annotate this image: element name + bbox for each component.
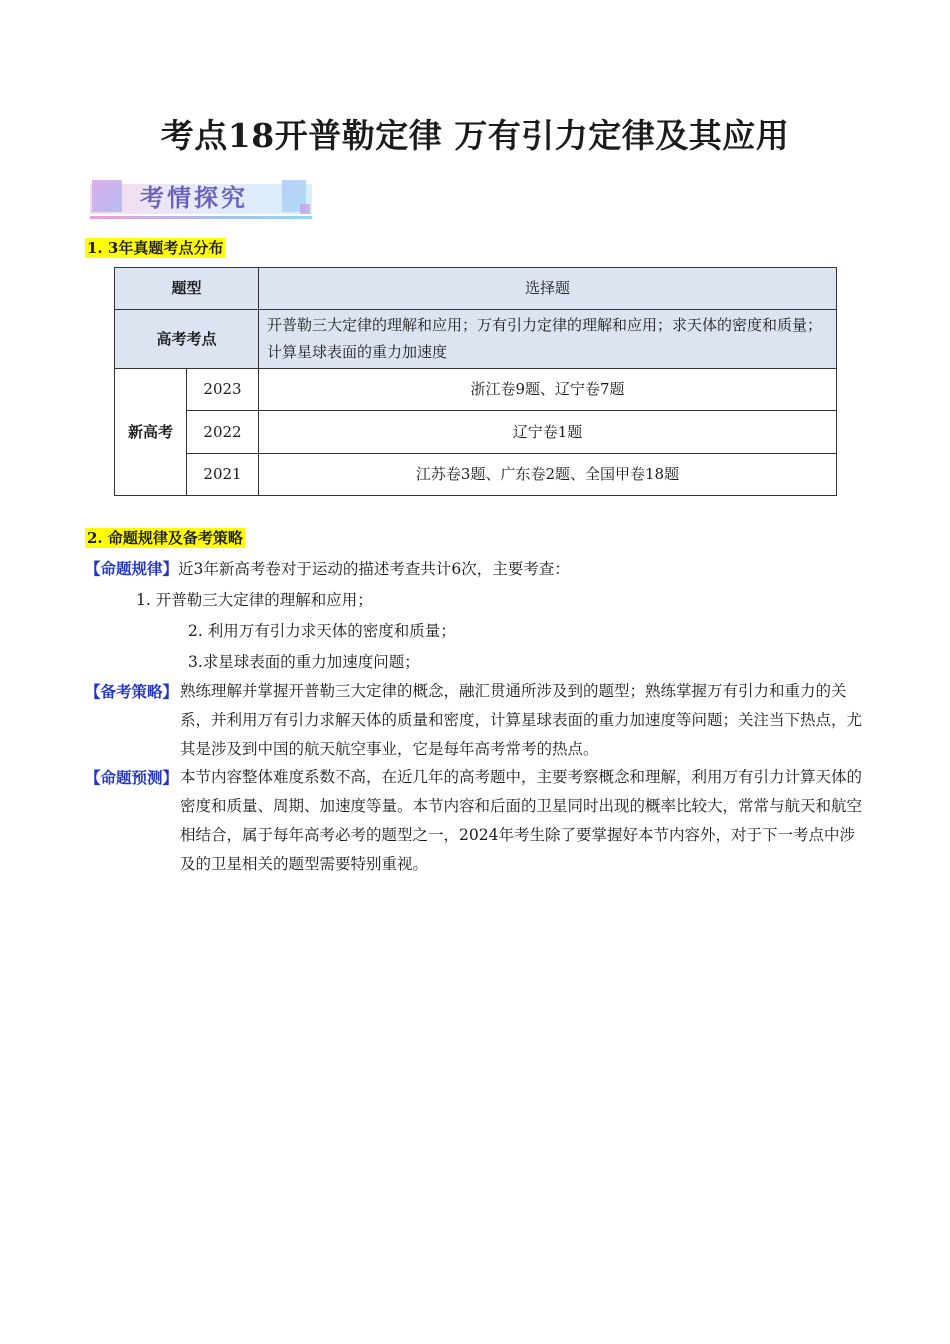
year-cell: 2022: [187, 411, 259, 454]
exam-distribution-table: [114, 267, 837, 496]
type-value-cell: 选择题: [259, 268, 837, 310]
section-banner: [90, 178, 312, 222]
points-header-cell: 高考考点: [115, 310, 259, 369]
rule-text: 近3年新高考卷对于运动的描述考查共计6次，主要考查：: [178, 560, 570, 578]
rule-item: 1. 开普勒三大定律的理解和应用；: [136, 591, 373, 609]
page-title: 考点18开普勒定律 万有引力定律及其应用: [160, 116, 790, 155]
rule-item: 2. 利用万有引力求天体的密度和质量；: [188, 622, 456, 640]
year-cell: 2023: [187, 369, 259, 411]
table-row: [115, 411, 837, 454]
rule-item: 3.求星球表面的重力加速度问题；: [188, 653, 420, 671]
forecast-tag: 【命题预测】: [85, 768, 179, 787]
papers-cell: 江苏卷3题、广东卷2题、全国甲卷18题: [259, 454, 837, 496]
year-cell: 2021: [187, 454, 259, 496]
banner-label: 考情探究: [140, 184, 248, 212]
strategy-text: 熟练理解并掌握开普勒三大定律的概念，融汇贯通所涉及到的题型；熟练掌握万有引力和重力的关系，并利用万有引力求解天体的质量和密度，计算星球表面的重力加速度等问题；关注当下热点，尤其是涉及到中国的航天航空事业，它是每年高考常考的热点。: [180, 682, 863, 758]
table-row: [115, 268, 837, 310]
table-row: [115, 310, 837, 369]
forecast-text: 本节内容整体难度系数不高，在近几年的高考题中，主要考察概念和理解，利用万有引力计算天体的密度和质量、周期、加速度等量。本节内容和后面的卫星同时出现的概率比较大，常常与航天和航空相结合，属于每年高考必考的题型之一，2024年考生除了要掌握好本节内容外，对于下一考点中涉及的卫星相关的题型需要特别重视。: [180, 768, 863, 873]
papers-cell: 浙江卷9题、辽宁卷7题: [259, 369, 837, 411]
type-header-cell: 题型: [115, 268, 259, 310]
papers-cell: 辽宁卷1题: [259, 411, 837, 454]
strategy-tag: 【备考策略】: [85, 682, 179, 701]
banner-left-block: [92, 180, 122, 212]
points-value-cell: 开普勒三大定律的理解和应用；万有引力定律的理解和应用；求天体的密度和质量；计算星球表面的重力加速度: [259, 310, 837, 369]
rule-paragraph: [85, 554, 865, 584]
banner-accent-square: [300, 204, 310, 214]
section-heading-distribution: 1. 3年真题考点分布: [87, 239, 224, 257]
rule-tag: 【命题规律】: [85, 559, 179, 578]
group-label-cell: 新高考: [115, 369, 187, 496]
table-row: [115, 454, 837, 496]
section-heading-strategy: 2. 命题规律及备考策略: [87, 529, 243, 547]
table-row: [115, 369, 837, 411]
